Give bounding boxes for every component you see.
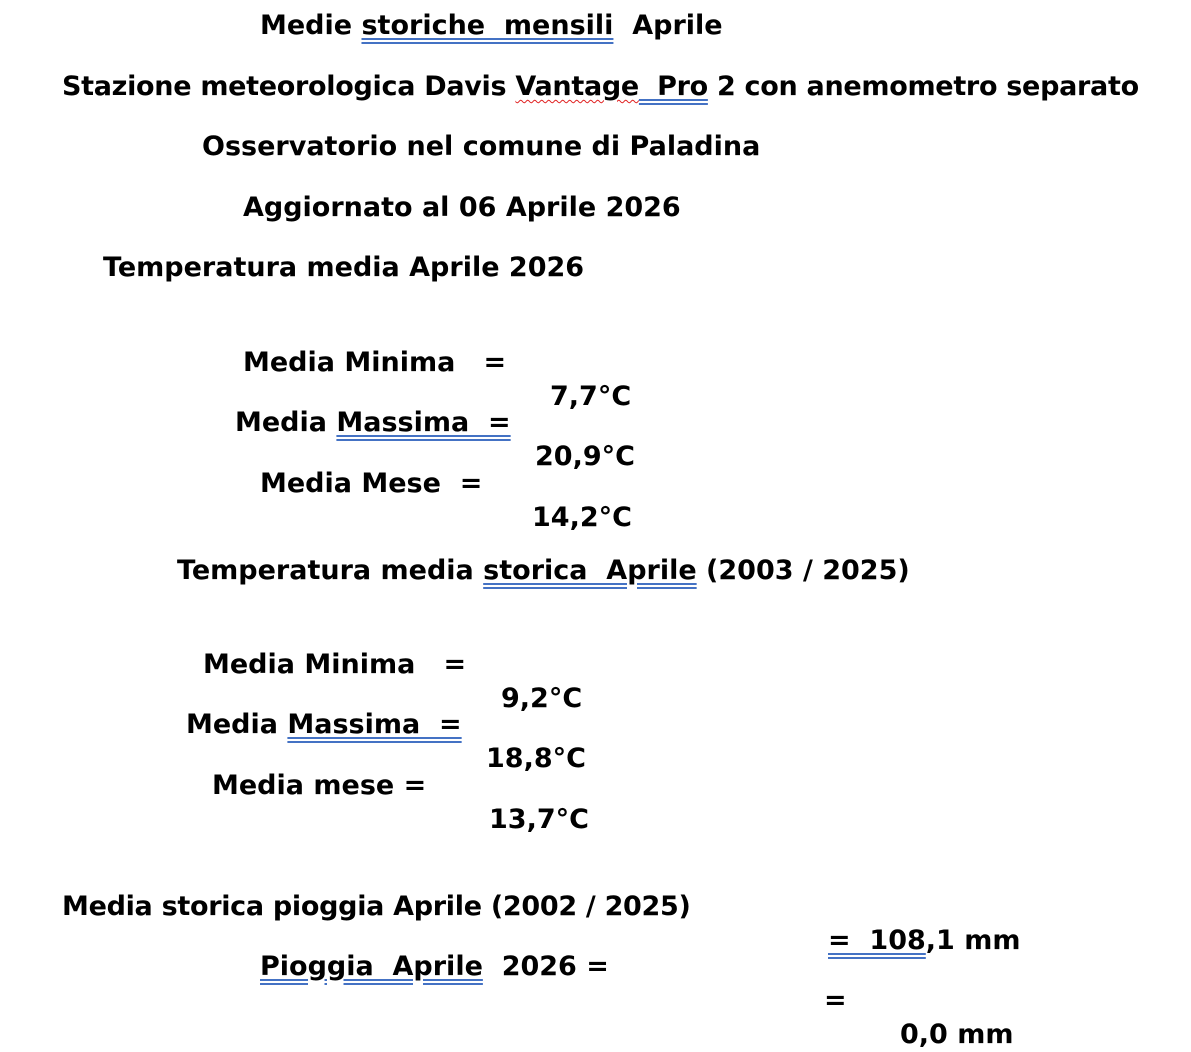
current-rain-row xyxy=(260,916,1030,1050)
historical-max-label-part-2: Massima = xyxy=(287,709,462,740)
station-part-1: Stazione meteorologica Davis xyxy=(62,71,516,102)
historical-temperature-heading xyxy=(177,554,910,588)
station-description xyxy=(62,70,1139,104)
title-part-3: Aprile xyxy=(613,10,723,41)
historical-min-label: Media Minima = xyxy=(203,649,467,680)
historical-month-value: 13,7°C xyxy=(489,804,589,835)
current-rain-label-part-1: Pioggia Aprile xyxy=(260,951,483,982)
current-max-row xyxy=(235,372,655,472)
page-title xyxy=(260,9,723,43)
title-part-1: Medie xyxy=(260,10,362,41)
current-max-label-part-2: Massima = xyxy=(336,407,511,438)
current-temperature-heading: Temperatura media Aprile 2026 xyxy=(103,252,585,283)
historical-heading-part-1: Temperatura media xyxy=(177,555,484,586)
station-part-2: Vantage xyxy=(515,71,639,102)
update-date: Aggiornato al 06 Aprile 2026 xyxy=(243,192,681,223)
current-rain-equals: = xyxy=(824,985,847,1016)
historical-rain-value-part-2: ,1 mm xyxy=(925,925,1021,956)
station-part-4: 2 con anemometro separato xyxy=(707,71,1139,102)
current-rain-label-part-2: 2026 = xyxy=(482,951,609,982)
historical-month-label: Media mese = xyxy=(212,770,427,801)
current-min-label: Media Minima = xyxy=(243,347,507,378)
current-min-value: 7,7°C xyxy=(550,381,632,412)
historical-rain-label: Media storica pioggia Aprile (2002 / 2025) xyxy=(62,891,691,922)
current-rain-value: 0,0 mm xyxy=(900,1019,1014,1050)
historical-month-row xyxy=(212,735,612,835)
current-month-value: 14,2°C xyxy=(532,502,632,533)
historical-heading-part-2: storica Aprile xyxy=(483,555,697,586)
historical-min-value: 9,2°C xyxy=(501,683,583,714)
historical-max-label-part-1: Media xyxy=(186,709,288,740)
station-part-3: Pro xyxy=(638,71,708,102)
current-rain-label xyxy=(260,950,609,984)
observatory-location: Osservatorio nel comune di Paladina xyxy=(202,131,761,162)
historical-rain-row xyxy=(62,856,1032,956)
historical-max-row xyxy=(186,674,606,774)
current-max-value: 20,9°C xyxy=(535,441,635,472)
historical-max-value: 18,8°C xyxy=(486,743,586,774)
current-min-row xyxy=(243,312,643,412)
current-month-label: Media Mese = xyxy=(260,468,483,499)
current-max-label-part-1: Media xyxy=(235,407,337,438)
historical-min-row xyxy=(203,614,603,714)
historical-rain-value-part-1: = 108 xyxy=(828,925,926,956)
current-month-row xyxy=(260,433,660,533)
title-part-2: storiche mensili xyxy=(361,10,614,41)
historical-heading-part-3: (2003 / 2025) xyxy=(696,555,910,586)
